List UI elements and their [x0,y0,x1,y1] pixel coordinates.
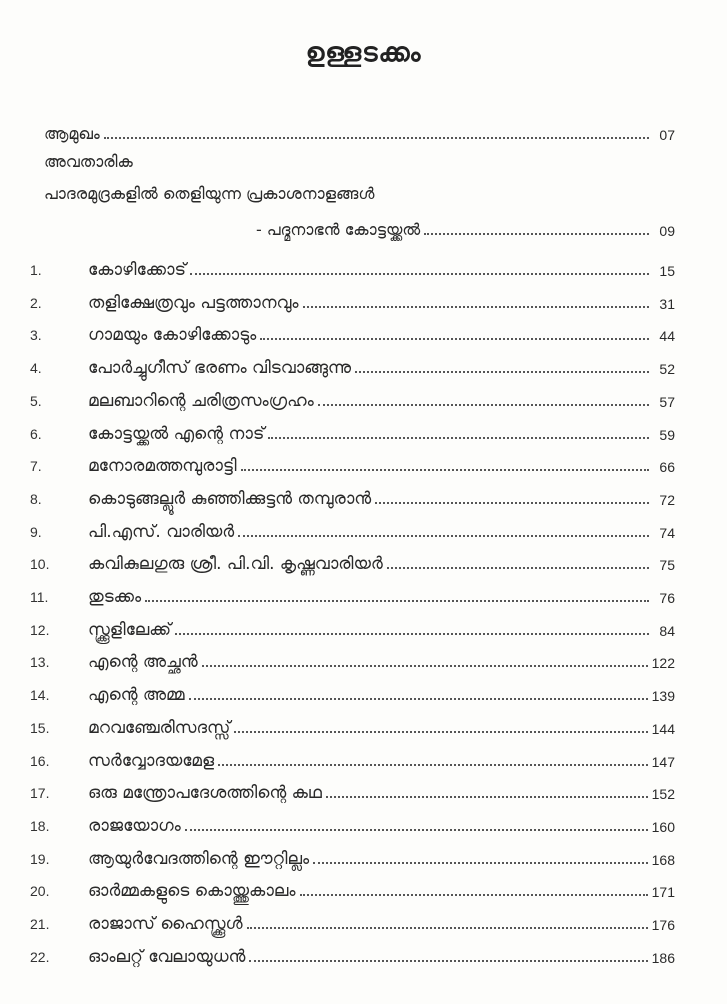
dot-leader [202,665,648,667]
chapter-entry [88,293,675,313]
dot-leader [268,437,649,439]
chapter-entry [88,620,675,640]
toc-row [0,771,727,803]
chapter-entry [88,751,675,771]
chapter-number: 7. [30,458,42,475]
dot-leader [234,731,647,733]
chapter-number: 13. [30,654,50,671]
dot-leader [387,567,649,569]
chapter-page-number: 168 [651,851,675,868]
chapter-number: 8. [30,490,42,507]
chapter-entry [88,489,675,509]
chapter-title: എന്റെ അമ്മ [88,685,185,706]
chapter-page-number: 176 [651,917,675,933]
chapter-title: ആയുർവേദത്തിന്റെ ഈറ്റില്ലം [88,848,310,869]
chapter-title: സ്ക്കൂളിലേക്ക് [88,619,172,640]
dot-leader [300,894,648,896]
dot-leader [249,960,647,962]
toc-row [0,902,727,934]
toc-foreword-author [256,214,675,240]
chapter-title: പി.എസ്. വാരിയർ [88,521,235,542]
chapter-entry [88,685,675,705]
chapter-entry [88,652,675,672]
chapter-entry [88,325,675,345]
toc-preface [44,120,675,144]
toc-row [0,412,727,444]
chapter-number: 15. [30,719,50,736]
chapter-page-number: 66 [659,459,675,476]
toc-row [0,379,727,411]
chapter-title: രാജാസ് ഹൈസ്ക്കൂൾ [88,914,243,934]
toc-row [0,739,727,771]
toc-row [0,575,727,607]
chapter-page-number: 152 [651,786,675,803]
chapter-entry [88,587,675,607]
chapter-page-number: 15 [659,263,675,279]
chapter-entry [88,718,675,738]
dot-leader [303,306,649,308]
toc-row [0,477,727,509]
chapter-title: പോർച്ചുഗീസ് ഭരണം വിടവാങ്ങുന്നു [88,358,352,379]
chapter-number: 17. [30,785,50,802]
dot-leader [190,273,649,275]
chapter-number: 14. [30,687,50,704]
chapter-number: 6. [30,425,42,442]
chapter-title: ഓംലറ്റ് വേലായുധൻ [88,946,246,967]
dot-leader [218,764,648,766]
foreword-author: - പദ്മനാഭൻ കോട്ടയ്ക്കൽ [256,220,421,239]
dot-leader [326,796,648,798]
chapter-number: 21. [30,916,50,932]
dot-leader [238,535,649,537]
chapter-page-number: 160 [651,818,675,835]
dot-leader [247,927,648,929]
toc-row [0,837,727,869]
chapter-entry [88,881,675,901]
chapter-number: 18. [30,817,50,834]
chapter-page-number: 31 [659,295,675,312]
chapter-page-number: 147 [651,753,675,770]
chapter-number: 1. [30,262,42,278]
chapter-title: ഓർമ്മകളുടെ കൊയ്ത്തുകാലം [88,881,296,902]
chapter-page-number: 44 [659,328,675,345]
preface-text: ആമുഖം [44,124,100,143]
page-title: ഉള്ളടക്കം [305,38,422,68]
dot-leader [185,829,648,831]
chapter-title: കോട്ടയ്ക്കൽ എന്റെ നാട് [88,423,265,444]
foreword-page: 09 [659,223,675,239]
chapter-title: ഗാമയും കോഴിക്കോടും [88,325,257,346]
preface-page: 07 [659,127,675,143]
chapter-number: 16. [30,752,50,769]
toc-row [0,444,727,476]
chapter-number: 2. [30,294,42,311]
chapter-number: 19. [30,850,50,867]
chapter-title: മലബാറിന്റെ ചരിത്രസംഗ്രഹം [88,390,314,411]
toc-row [0,608,727,640]
dot-leader [241,469,649,471]
toc-row [0,346,727,378]
chapter-number: 9. [30,523,42,540]
chapter-entry [88,554,675,574]
chapter-title: തളിക്ഷേത്രവും പട്ടത്താനവും [88,292,299,313]
chapter-entry [88,783,675,803]
chapter-page-number: 139 [651,688,675,705]
chapter-title: ഒരു മന്ത്രോപദേശത്തിന്റെ കഥ [88,783,322,804]
chapter-entry [88,358,675,378]
dot-leader [424,233,649,235]
toc-row [0,804,727,836]
chapter-entry [88,260,675,280]
dot-leader [175,633,649,635]
chapter-entry [88,522,675,542]
chapter-page-number: 59 [659,426,675,443]
chapter-title: തുടക്കം [88,587,142,607]
dot-leader [189,698,648,700]
chapter-entry [88,849,675,869]
chapter-page-number: 52 [659,361,675,378]
chapter-page-number: 75 [659,557,675,574]
chapter-number: 22. [30,948,50,965]
chapter-number: 10. [30,556,50,573]
toc-row [0,706,727,738]
dot-leader [104,137,649,139]
dot-leader [145,600,649,602]
chapter-number: 12. [30,621,50,638]
chapter-page-number: 74 [659,524,675,541]
chapter-page-number: 144 [651,720,675,737]
toc-row [0,281,727,313]
chapter-entry [88,456,675,476]
chapter-title: കോഴിക്കോട് [88,260,187,280]
chapter-number: 3. [30,327,42,344]
dot-leader [260,338,649,340]
chapter-number: 5. [30,392,42,409]
dot-leader [355,371,649,373]
dot-leader [313,862,648,864]
chapter-page-number: 186 [651,949,675,966]
chapter-title: എന്റെ അച്ഛൻ [88,652,198,673]
foreword-title: പാദരമുദ്രകളിൽ തെളിയുന്ന പ്രകാശനാളങ്ങൾ [44,184,375,203]
chapter-title: കവികുലഗുരു ശ്രീ. പി.വി. കൃഷ്ണവാരിയർ [88,554,383,575]
toc-row [0,542,727,574]
toc-row [0,935,727,967]
toc-row [0,869,727,901]
toc-row [0,248,727,280]
chapter-title: രാജയോഗം [88,815,181,836]
chapter-page-number: 84 [659,622,675,639]
chapter-entry [88,914,675,934]
chapter-entry [88,947,675,967]
chapter-entry [88,391,675,411]
toc-row [0,313,727,345]
foreword-heading: അവതാരിക [44,152,133,171]
dot-leader [375,502,649,504]
chapter-page-number: 57 [659,393,675,410]
toc-row [0,673,727,705]
chapter-entry [88,424,675,444]
chapter-page-number: 171 [651,884,675,901]
toc-row [0,640,727,672]
chapter-title: സർവ്വോദയമേള [88,750,215,771]
chapter-page-number: 122 [651,655,675,672]
chapter-number: 11. [30,589,49,605]
chapter-page-number: 72 [659,491,675,508]
dot-leader [318,404,649,406]
chapter-number: 4. [30,360,42,377]
chapter-page-number: 76 [659,590,675,606]
toc-row [0,510,727,542]
chapter-entry [88,816,675,836]
chapter-title: കൊടുങ്ങല്ലൂർ കുഞ്ഞിക്കുട്ടൻ തമ്പുരാൻ [88,488,372,509]
chapter-title: മനോരമത്തമ്പുരാട്ടി [88,456,237,477]
chapter-number: 20. [30,883,50,900]
chapter-title: മറവഞ്ചേരിസദസ്സ് [88,717,231,738]
